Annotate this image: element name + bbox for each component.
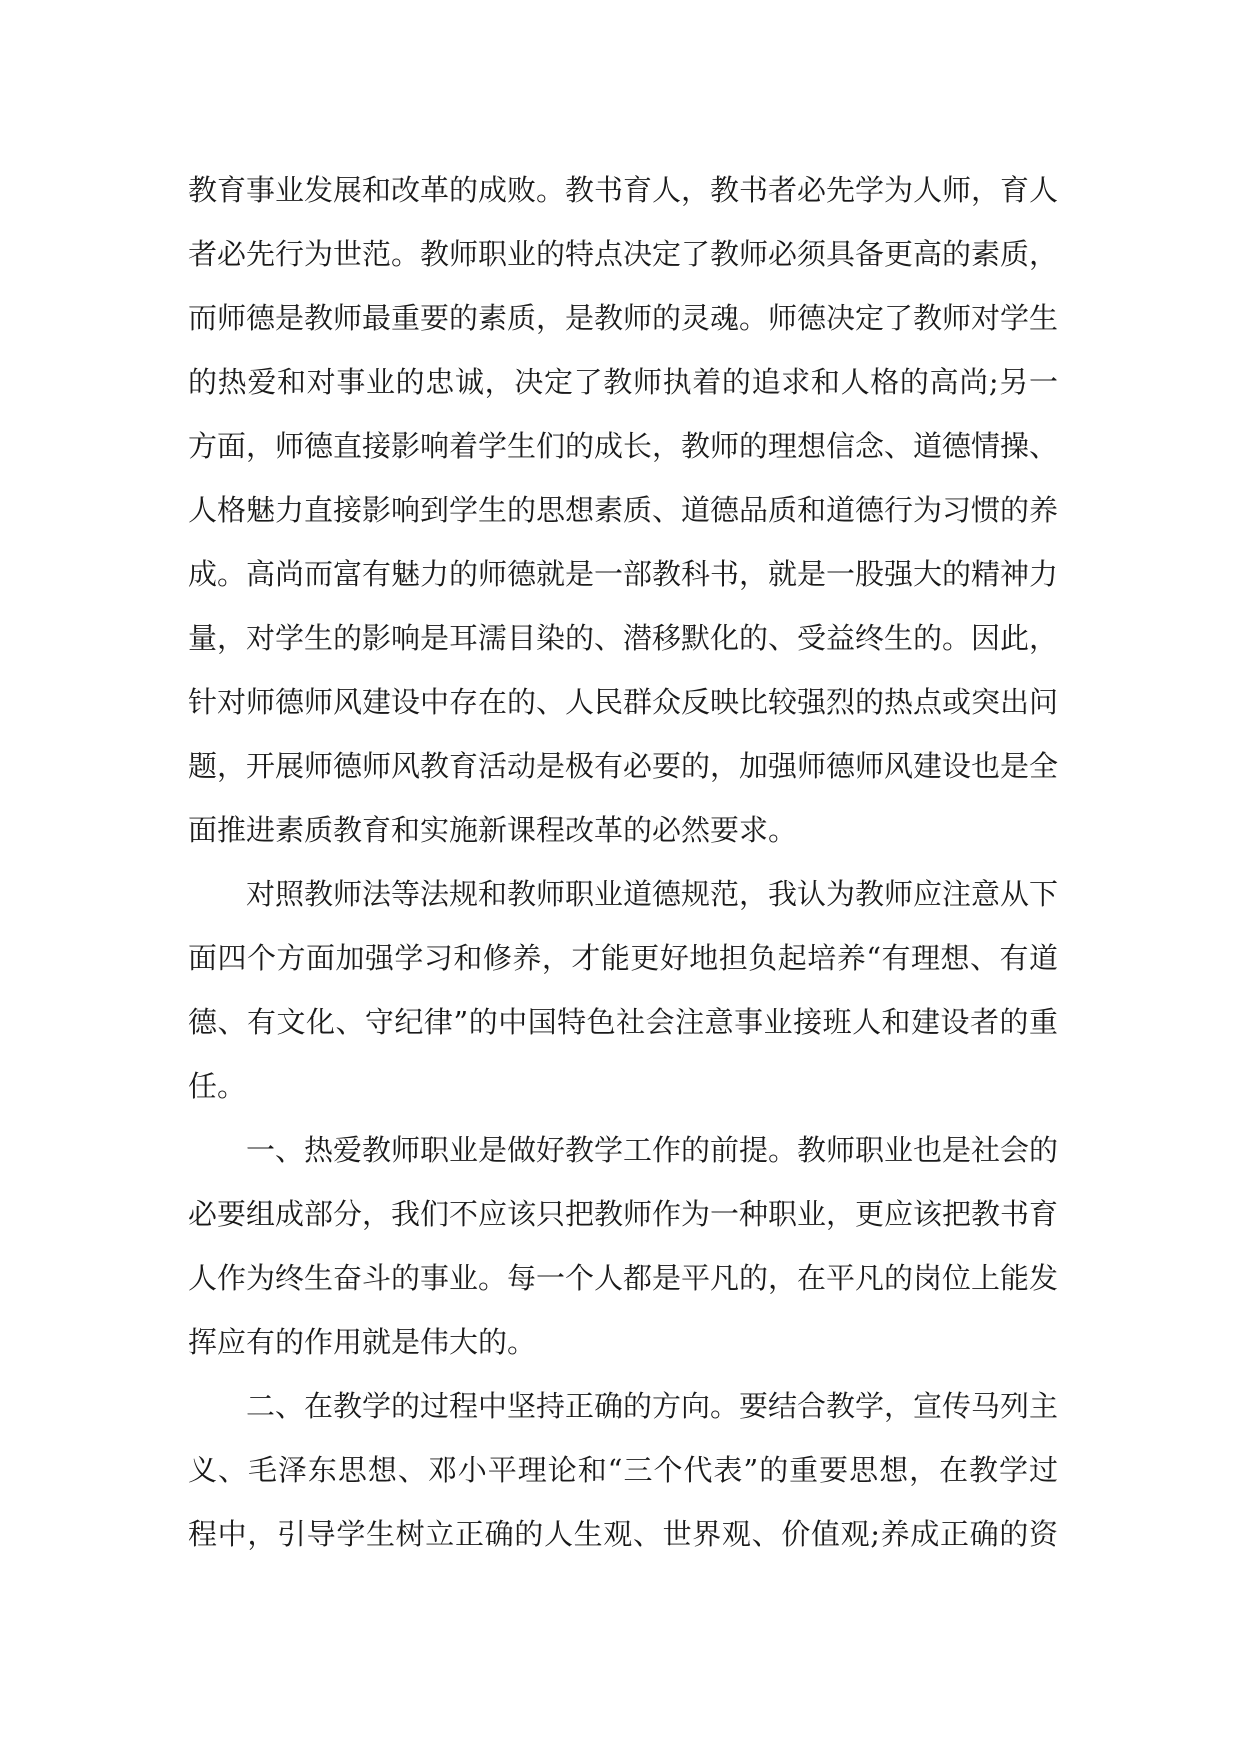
text-line: 方面，师德直接影响着学生们的成长，教师的理想信念、道德情操、 — [188, 429, 1059, 463]
text-line: 量，对学生的影响是耳濡目染的、潜移默化的、受益终生的。因此， — [188, 621, 1059, 655]
text-line: 针对师德师风建设中存在的、人民群众反映比较强烈的热点或突出问 — [188, 685, 1059, 719]
paragraph-four-aspects — [188, 862, 1058, 1118]
text-line: 一、热爱教师职业是做好教学工作的前提。教师职业也是社会的 — [246, 1133, 1059, 1167]
text-line: 义、毛泽东思想、邓小平理论和“三个代表”的重要思想，在教学过 — [188, 1453, 1058, 1487]
text-line: 程中，引导学生树立正确的人生观、世界观、价值观;养成正确的资 — [188, 1517, 1058, 1551]
text-line: 教育事业发展和改革的成败。教书育人，教书者必先学为人师，育人 — [188, 173, 1059, 207]
text-line: 二、在教学的过程中坚持正确的方向。要结合教学，宣传马列主 — [246, 1389, 1059, 1423]
text-line: 而师德是教师最重要的素质，是教师的灵魂。师德决定了教师对学生 — [188, 301, 1059, 335]
text-line: 必要组成部分，我们不应该只把教师作为一种职业，更应该把教书育 — [188, 1197, 1059, 1231]
text-line: 面四个方面加强学习和修养，才能更好地担负起培养“有理想、有道 — [188, 941, 1058, 975]
text-line: 人作为终生奋斗的事业。每一个人都是平凡的，在平凡的岗位上能发 — [188, 1261, 1059, 1295]
paragraph-point-one — [188, 1118, 1058, 1374]
text-line: 德、有文化、守纪律”的中国特色社会注意事业接班人和建设者的重 — [188, 1005, 1058, 1039]
text-line: 题，开展师德师风教育活动是极有必要的，加强师德师风建设也是全 — [188, 749, 1059, 783]
paragraph-point-two — [188, 1374, 1058, 1566]
text-line: 挥应有的作用就是伟大的。 — [188, 1325, 537, 1359]
text-line: 对照教师法等法规和教师职业道德规范，我认为教师应注意从下 — [246, 877, 1059, 911]
paragraph-intro-continued — [188, 158, 1058, 862]
text-line: 人格魅力直接影响到学生的思想素质、道德品质和道德行为习惯的养 — [188, 493, 1059, 527]
document-body — [188, 158, 1058, 1566]
text-line: 任。 — [188, 1069, 247, 1103]
text-line: 成。高尚而富有魅力的师德就是一部教科书，就是一股强大的精神力 — [188, 557, 1059, 591]
text-line: 的热爱和对事业的忠诚，决定了教师执着的追求和人格的高尚;另一 — [188, 365, 1058, 399]
text-line: 者必先行为世范。教师职业的特点决定了教师必须具备更高的素质， — [188, 237, 1059, 271]
text-line: 面推进素质教育和实施新课程改革的必然要求。 — [188, 813, 798, 847]
